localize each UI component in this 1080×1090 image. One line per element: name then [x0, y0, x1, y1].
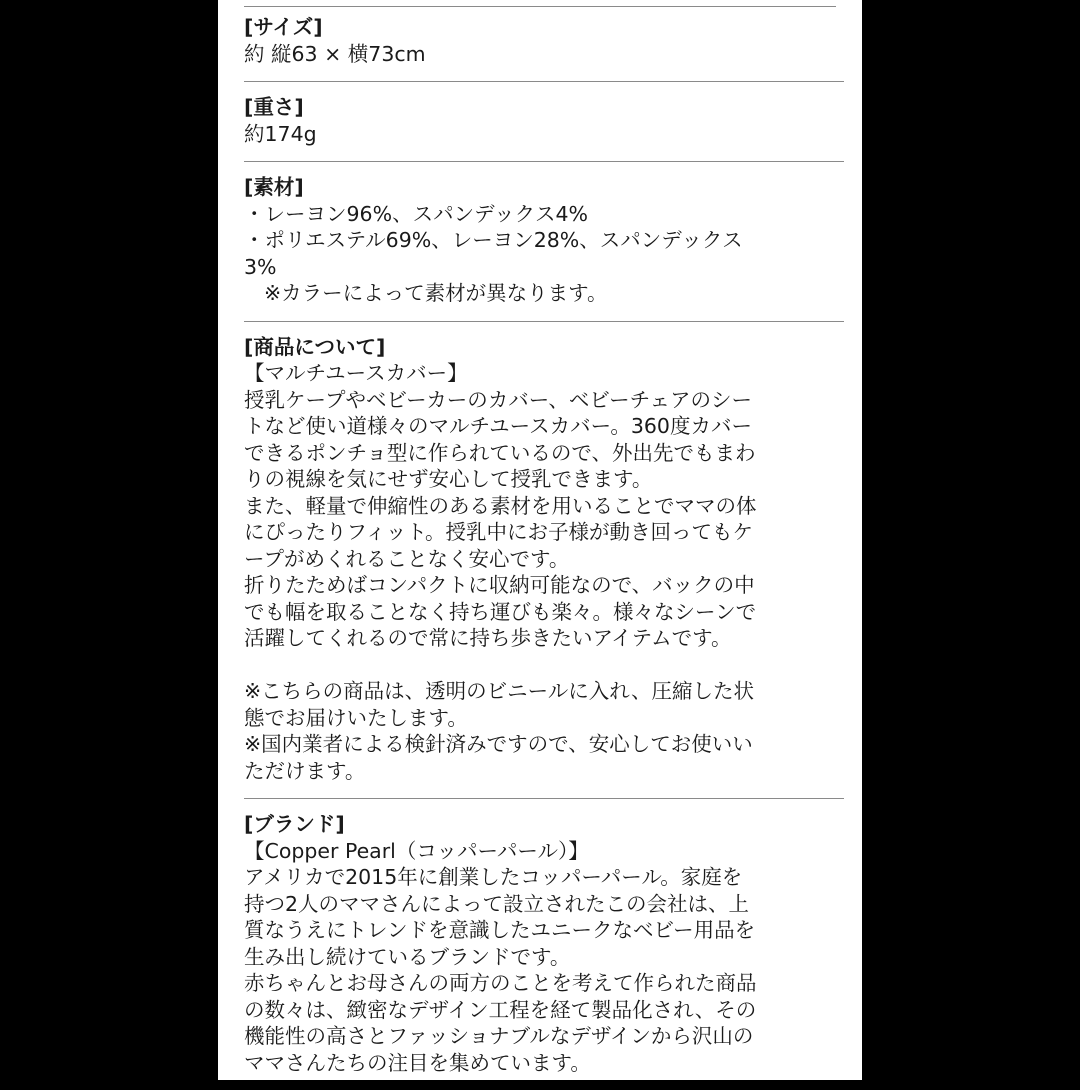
material-section — [244, 174, 844, 322]
size-section — [244, 14, 844, 82]
product-line: りの視線を気にせず安心して授乳できます。 — [244, 467, 653, 491]
blank-line — [244, 652, 844, 679]
product-heading: [商品について] — [244, 334, 386, 359]
brand-line: 赤ちゃんとお母さんの両方のことを考えて作られた商品 — [244, 971, 757, 995]
brand-line: 質なうえにトレンドを意識したユニークなベビー用品を — [244, 918, 756, 942]
product-line: また、軽量で伸縮性のある素材を用いることでママの体 — [244, 493, 757, 518]
product-line: ※国内業者による検針済みですので、安心してお使いい — [244, 732, 753, 756]
weight-section — [244, 94, 844, 162]
material-heading: [素材] — [244, 175, 304, 199]
material-note: ※カラーによって素材が異なります。 — [264, 281, 608, 305]
product-line: 折りたためばコンパクトに収納可能なので、バックの中 — [244, 573, 755, 597]
product-line: 【マルチユースカバー】 — [244, 361, 468, 385]
weight-heading: [重さ] — [244, 95, 304, 119]
product-line: ただけます。 — [244, 758, 366, 783]
brand-heading: [ブランド] — [244, 812, 345, 836]
product-line: でも幅を取ることなく持ち運びも楽々。様々なシーンで — [244, 599, 757, 624]
product-description-card — [218, 0, 862, 1080]
brand-line: の数々は、緻密なデザイン工程を経て製品化され、その — [244, 997, 757, 1022]
description-content — [244, 14, 844, 1090]
brand-line: 生み出し続けているブランドです。 — [244, 944, 571, 969]
product-line: ープがめくれることなく安心です。 — [244, 546, 570, 571]
weight-value: 約174g — [244, 121, 317, 146]
size-heading: [サイズ] — [244, 15, 323, 39]
size-value: 約 縦63 × 横73cm — [244, 41, 426, 66]
product-section — [244, 334, 844, 800]
brand-line: 機能性の高さとファッショナブルなデザインから沢山の — [244, 1024, 754, 1048]
product-line: 活躍してくれるので常に持ち歩きたいアイテムです。 — [244, 626, 732, 650]
material-line: ・レーヨン96%、スパンデックス4% — [244, 201, 588, 226]
product-line: にぴったりフィット。授乳中にお子様が動き回ってもケ — [244, 520, 754, 544]
product-line: 授乳ケープやベビーカーのカバー、ベビーチェアのシー — [244, 387, 752, 412]
brand-line: 持つ2人のママさんによって設立されたこの会社は、上 — [244, 891, 750, 916]
product-line: ※こちらの商品は、透明のビニールに入れ、圧縮した状 — [244, 679, 754, 703]
brand-line: ママさんたちの注目を集めています。 — [244, 1050, 591, 1075]
product-line: 態でお届けいたします。 — [244, 705, 468, 730]
product-line: トなど使い道様々のマルチユースカバー。360度カバー — [244, 414, 752, 438]
product-line: できるポンチョ型に作られているので、外出先でもまわ — [244, 440, 756, 465]
top-divider — [244, 6, 836, 7]
material-line: 3% — [244, 254, 277, 279]
brand-line: アメリカで2015年に創業したコッパーパール。家庭を — [244, 865, 743, 889]
brand-line: 【Copper Pearl（コッパーパール）】 — [244, 838, 589, 863]
brand-section — [244, 811, 844, 1090]
material-line: ・ポリエステル69%、レーヨン28%、スパンデックス — [244, 228, 743, 252]
